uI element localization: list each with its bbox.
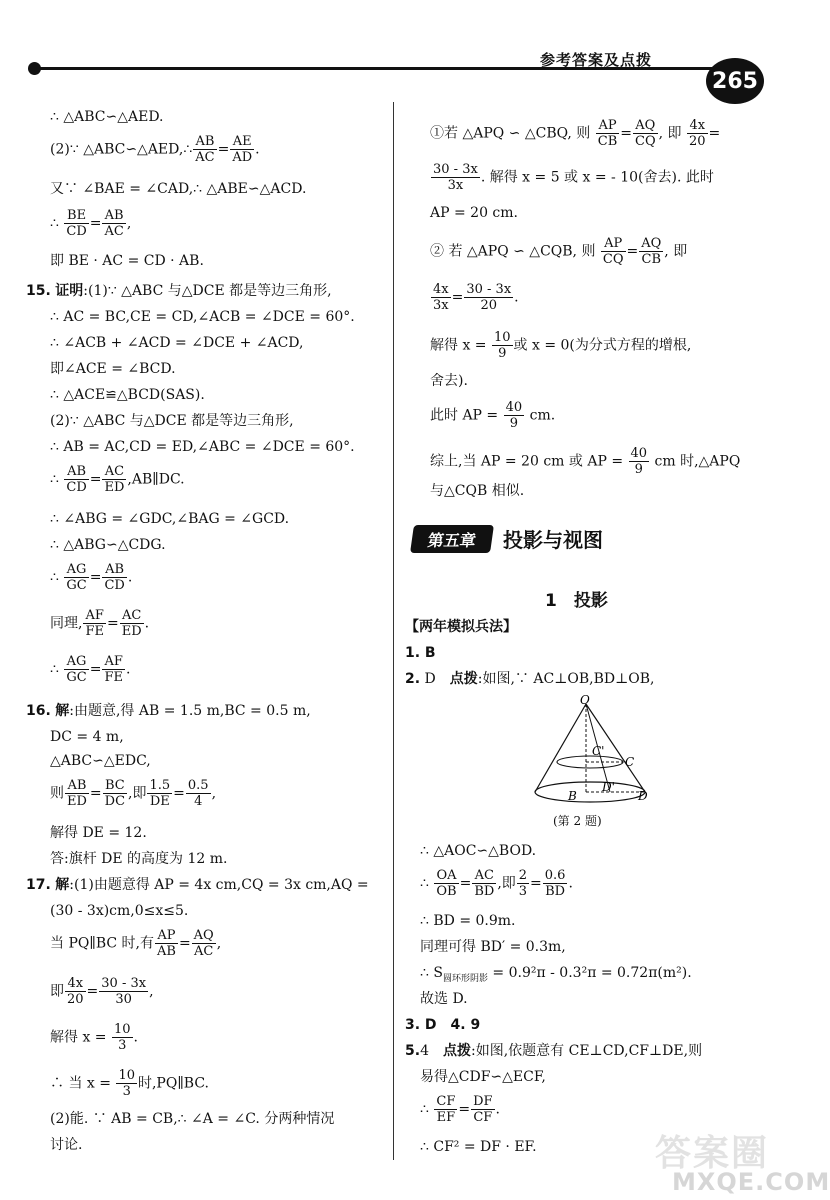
figure-caption: (第 2 题) (553, 814, 602, 828)
answer-5: 5.4 点拨:如图,依题意有 CE⊥CD,CF⊥DE,则 (405, 1043, 703, 1059)
right-line-a4: ∴ $\frac{OA}{OB}$ = $\frac{AC}{BD}$ ,即 $\frac{2}{3}$ = $\frac{0.6}{BD}$ . (420, 868, 573, 899)
fig-label-c: C (625, 755, 635, 769)
left-line-15: ∴ △ABG∽△CDG. (50, 537, 166, 553)
right-line-6: 解得 x = $\frac{10}{9}$ 或 x = 0(为分式方程的增根, (430, 330, 692, 361)
section-title: 1 投影 (545, 591, 608, 611)
left-line-3: 又∵ ∠BAE = ∠CAD,∴ △ABE∽△ACD. (50, 181, 307, 197)
chapter-title: 投影与视图 (503, 528, 603, 552)
left-line-11: (2)∵ △ABC 与△DCE 都是等边三角形, (50, 413, 294, 429)
right-line-7: 舍去). (430, 373, 468, 389)
left-line-14: ∴ ∠ABG = ∠GDC,∠BAG = ∠GCD. (50, 511, 290, 527)
left-line-5: 即 BE · AC = CD · AB. (50, 253, 204, 269)
page-number-badge: 265 (706, 58, 764, 104)
right-line-a11: 易得△CDF∽△ECF, (420, 1069, 546, 1085)
left-line-32: 讨论. (50, 1137, 83, 1153)
left-line-13: ∴ $\frac{AB}{CD}$ = $\frac{AC}{ED}$ ,AB∥DC. (50, 464, 185, 495)
right-line-a3: ∴ △AOC∽△BOD. (420, 843, 537, 859)
left-line-23: 解得 DE = 12. (50, 825, 147, 841)
fig-label-o: O (580, 693, 590, 707)
right-line-3: AP = 20 cm. (430, 205, 518, 221)
fig-label-b: B (568, 789, 577, 803)
left-line-26: (30 - 3x)cm,0≤x≤5. (50, 903, 189, 919)
column-divider (393, 102, 394, 1160)
right-line-a13: ∴ CF² = DF · EF. (420, 1139, 537, 1155)
right-line-a5: ∴ BD = 0.9m. (420, 913, 516, 929)
left-line-4: ∴ $\frac{BE}{CD}$ = $\frac{AB}{AC}$ , (50, 208, 132, 239)
question-16: 16. 解:由题意,得 AB = 1.5 m,BC = 0.5 m, (26, 703, 311, 719)
right-line-8: 此时 AP = $\frac{40}{9}$ cm. (430, 400, 556, 431)
watermark-logo: 答案圈 (655, 1133, 770, 1174)
right-line-a8: 故选 D. (420, 991, 468, 1007)
fig-label-d: D (638, 789, 648, 803)
left-line-21: △ABC∽△EDC, (50, 753, 151, 769)
left-line-27: 当 PQ∥BC 时,有 $\frac{AP}{AB}$ = $\frac{AQ}{AC}$ , (50, 928, 222, 959)
right-line-2: $\frac{30 - 3x}{3x}$ . 解得 x = 5 或 x = - 10(舍去). 此时 (433, 162, 714, 193)
left-line-28: 即 $\frac{4x}{20}$ = $\frac{30 - 3x}{30}$ , (50, 976, 154, 1007)
left-line-20: DC = 4 m, (50, 729, 124, 745)
header-title: 参考答案及点拨 (540, 51, 653, 69)
fig-label-c1: C' (592, 744, 605, 758)
left-line-18: ∴ $\frac{AG}{GC}$ = $\frac{AF}{FE}$ . (50, 654, 131, 685)
left-line-7: ∴ AC = BC,CE = CD,∠ACB = ∠DCE = 60°. (50, 309, 355, 325)
cone-left-edge (535, 704, 586, 792)
left-line-12: ∴ AB = AC,CD = ED,∠ABC = ∠DCE = 60°. (50, 439, 355, 455)
right-line-4: ② 若 △APQ ∽ △CQB, 则 $\frac{AP}{CQ}$ = $\frac{AQ}{CB}$ , 即 (430, 236, 688, 267)
chapter-badge: 第五章 (410, 525, 494, 553)
left-line-24: 答:旗杆 DE 的高度为 12 m. (50, 851, 228, 867)
left-line-8: ∴ ∠ACB + ∠ACD = ∠DCE + ∠ACD, (50, 335, 304, 351)
left-line-1: ∴ △ABC∽△AED. (50, 109, 164, 125)
subsection-title: 【两年模拟兵法】 (405, 619, 517, 635)
question-17: 17. 解:(1)由题意得 AP = 4x cm,CQ = 3x cm,AQ = (26, 877, 369, 893)
left-line-16: ∴ $\frac{AG}{GC}$ = $\frac{AB}{CD}$ . (50, 562, 133, 593)
answer-3-4: 3. D 4. 9 (405, 1017, 481, 1033)
left-line-2: (2)∵ △ABC∽△AED,∴ $\frac{AB}{AC}$ = $\frac{AE}{AD}$ . (50, 134, 260, 165)
left-line-29: 解得 x = $\frac{10}{3}$ . (50, 1022, 138, 1053)
right-line-a6: 同理可得 BD′ = 0.3m, (420, 939, 566, 955)
left-line-10: ∴ △ACE≌△BCD(SAS). (50, 387, 205, 403)
left-line-31: (2)能. ∵ AB = CB,∴ ∠A = ∠C. 分两种情况 (50, 1111, 335, 1127)
question-15: 15. 证明:(1)∵ △ABC 与△DCE 都是等边三角形, (26, 283, 332, 299)
left-line-22: 则 $\frac{AB}{ED}$ = $\frac{BC}{DC}$ ,即 $\frac{1.5}{DE}$ = $\frac{0.5}{4}$ , (50, 778, 217, 809)
cone-figure (520, 693, 660, 808)
answer-1: 1. B (405, 645, 436, 661)
right-line-a7: ∴ $S_{圆环形阴影} = 0.9^2\pi - 0.3^2\pi = 0.72\pi(m^2)$. (420, 965, 692, 984)
left-line-17: 同理, $\frac{AF}{FE}$ = $\frac{AC}{ED}$ . (50, 608, 150, 639)
left-line-9: 即∠ACE = ∠BCD. (50, 361, 176, 377)
right-line-9: 综上,当 AP = 20 cm 或 AP = $\frac{40}{9}$ cm 时,△APQ (430, 446, 741, 477)
right-line-1: ①若 △APQ ∽ △CBQ, 则 $\frac{AP}{CB}$ = $\frac{AQ}{CQ}$ , 即 $\frac{4x}{20}$ = (430, 118, 721, 149)
right-line-a12: ∴ $\frac{CF}{EF}$ = $\frac{DF}{CF}$ . (420, 1094, 500, 1125)
watermark-url: MXQE.COM (672, 1168, 830, 1196)
fig-label-d1: D' (602, 780, 615, 794)
answer-2: 2. D 点拨:如图,∵ AC⊥OB,BD⊥OB, (405, 671, 655, 687)
right-line-10: 与△CQB 相似. (430, 483, 525, 499)
left-line-30: ∴ 当 x = $\frac{10}{3}$ 时,PQ∥BC. (50, 1068, 210, 1099)
right-line-5: $\frac{4x}{3x}$ = $\frac{30 - 3x}{20}$ . (433, 282, 519, 313)
